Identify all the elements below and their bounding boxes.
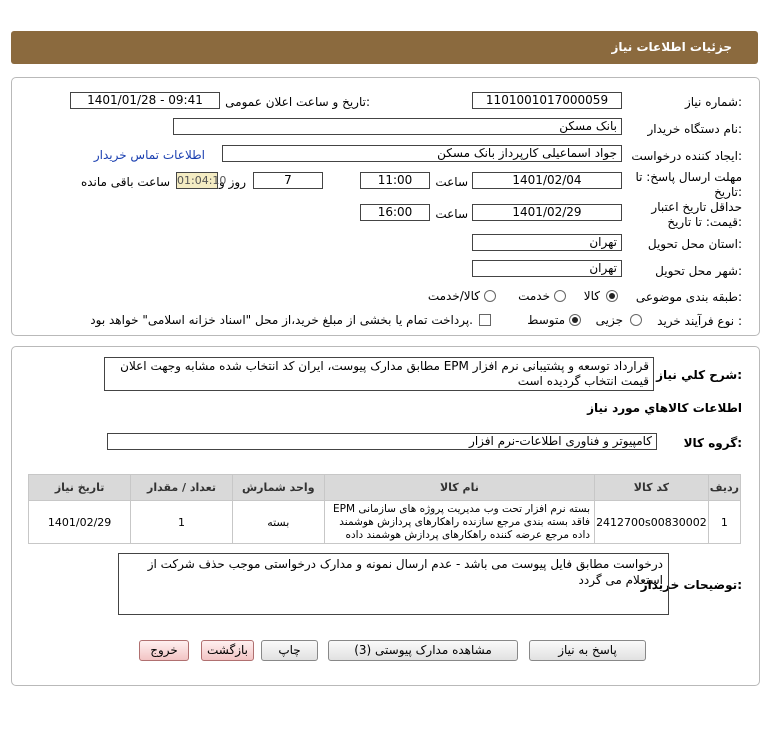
deadline-time-field[interactable]: 11:00 [360, 172, 430, 189]
category-label: طبقه بندی موضوعی: [635, 290, 742, 304]
validity-date-field[interactable]: 1401/02/29 [472, 204, 622, 221]
summary-label: شرح کلي نياز: [656, 368, 742, 382]
process-option-minor: جزیی [595, 313, 623, 327]
category-radio-goods[interactable] [606, 290, 618, 302]
validity-hour-label: ساعت [435, 207, 468, 221]
col-date: تاریخ نیاز [29, 475, 131, 501]
row-unit: بسته [232, 501, 324, 544]
reply-button[interactable]: پاسخ به نیاز [529, 640, 646, 661]
goods-group-label: گروه کالا: [683, 436, 742, 450]
col-index: ردیف [708, 475, 740, 501]
validity-label-2: قیمت: تا تاریخ: [667, 215, 742, 229]
province-label: استان محل تحویل: [647, 237, 742, 251]
category-radio-service[interactable] [554, 290, 566, 302]
category-radio-goods-service[interactable] [484, 290, 496, 302]
goods-table-header [29, 475, 741, 501]
province-field[interactable]: تهران [472, 234, 622, 251]
announce-date-field[interactable]: 1401/01/28 - 09:41 [70, 92, 220, 109]
deadline-hour-label: ساعت [435, 175, 468, 189]
category-option-goods: کالا [583, 289, 600, 303]
category-option-goods-service: کالا/خدمت [427, 289, 480, 303]
city-label: شهر محل تحویل: [655, 264, 742, 278]
row-quantity: 1 [131, 501, 233, 544]
days-label: روز و [219, 175, 246, 189]
creator-field[interactable]: جواد اسماعیلی کارپرداز بانک مسکن [222, 145, 622, 162]
city-field[interactable]: تهران [472, 260, 622, 277]
remaining-time-field: 01:04:10 [177, 174, 227, 187]
buyer-contact-link[interactable]: اطلاعات تماس خریدار [93, 148, 205, 162]
process-radio-minor[interactable] [630, 314, 642, 326]
page-header [11, 31, 758, 64]
buyer-notes-label: توضیحات خریدار: [640, 578, 742, 592]
summary-text: قرارداد توسعه و پشتیبانی نرم افزار EPM مطابق مدارک پیوست، ایران کد انتخاب شده مشابه وجهت اعلان قیمت انتخاب گردیده است [104, 357, 654, 391]
goods-info-title: اطلاعات کالاهاي مورد نياز [587, 401, 742, 415]
remaining-label: ساعت باقی مانده [80, 175, 170, 189]
deadline-label-2: تاریخ: [714, 185, 742, 199]
attachments-button[interactable]: مشاهده مدارک پیوستی (3) [328, 640, 518, 661]
table-row[interactable] [29, 501, 741, 544]
buyer-org-field[interactable]: بانک مسکن [173, 118, 622, 135]
validity-time-field[interactable]: 16:00 [360, 204, 430, 221]
announce-date-label: تاریخ و ساعت اعلان عمومی: [225, 95, 370, 109]
treasury-payment-note: پرداخت تمام یا بخشی از مبلغ خرید،از محل "اسناد خزانه اسلامی" خواهد بود. [90, 313, 473, 327]
exit-button[interactable]: خروج [139, 640, 189, 661]
creator-label: ایجاد کننده درخواست: [631, 149, 742, 163]
goods-group-field[interactable]: کامپیوتر و فناوری اطلاعات-نرم افزار [107, 433, 657, 450]
need-number-label: شماره نیاز: [684, 95, 742, 109]
buyer-notes-text: درخواست مطابق فایل پیوست می باشد - عدم ارسال نمونه و مدارک درخواستی موجب حذف شرکت از استعلام می گردد [118, 553, 669, 615]
col-quantity: تعداد / مقدار [131, 475, 233, 501]
row-date: 1401/02/29 [29, 501, 131, 544]
back-button[interactable]: بازگشت [201, 640, 254, 661]
process-type-label: نوع فرآیند خرید : [657, 314, 742, 328]
col-unit: واحد شمارش [232, 475, 324, 501]
deadline-date-field[interactable]: 1401/02/04 [472, 172, 622, 189]
row-code: 2412700s00830002 [595, 501, 709, 544]
treasury-payment-checkbox[interactable] [479, 314, 491, 326]
days-field[interactable]: 7 [253, 172, 323, 189]
deadline-label: مهلت ارسال پاسخ: تا [635, 170, 742, 184]
category-option-service: خدمت [518, 289, 550, 303]
row-index: 1 [708, 501, 740, 544]
print-button[interactable]: چاپ [261, 640, 318, 661]
buyer-org-label: نام دستگاه خریدار: [647, 122, 742, 136]
col-code: کد کالا [595, 475, 709, 501]
goods-table [28, 474, 741, 544]
row-name: بسته نرم افزار تحت وب مدیریت پروژه های سازمانی EPM فاقد بسته بندی مرجع سازنده راهکارهای پردازش هوشمند داده مرجع عرضه کننده راهکارهای پردازش هوشمند داده [324, 501, 594, 544]
process-radio-medium[interactable] [569, 314, 581, 326]
validity-label: حداقل تاریخ اعتبار [651, 200, 742, 214]
process-option-medium: متوسط [527, 313, 565, 327]
page-title: جزئیات اطلاعات نیاز [611, 40, 732, 54]
col-name: نام کالا [324, 475, 594, 501]
need-number-field[interactable]: 1101001017000059 [472, 92, 622, 109]
